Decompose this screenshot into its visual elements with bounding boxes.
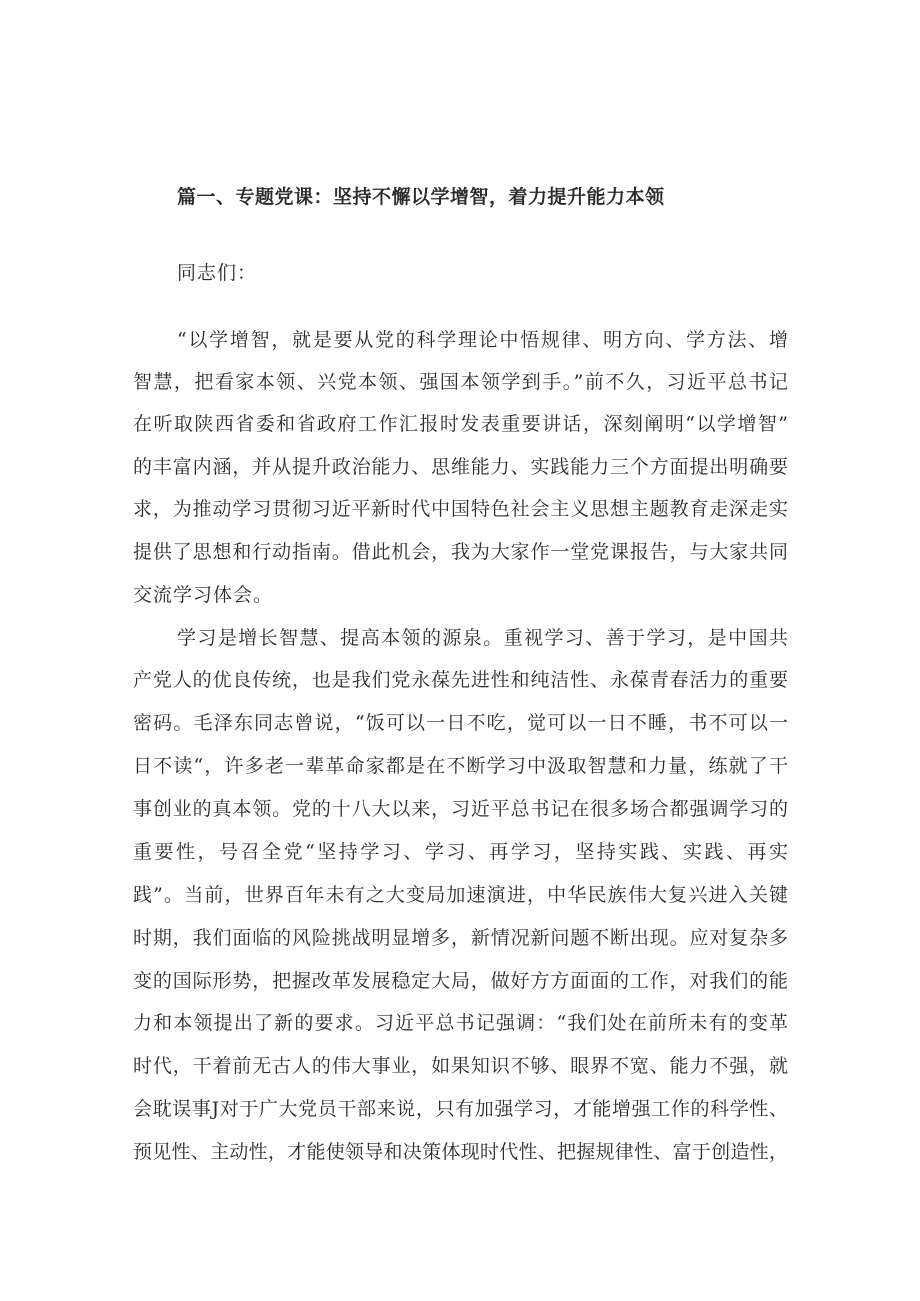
paragraph-2-line: 日不读“，许多老一辈革命家都是在不断学习中汲取智慧和力量，练就了干 xyxy=(133,755,788,777)
salutation: 同志们： xyxy=(177,262,258,284)
paragraph-1-line: 的丰富内涵，并从提升政治能力、思维能力、实践能力三个方面提出明确要 xyxy=(133,456,788,478)
paragraph-1-line: 智慧，把看家本领、兴党本领、强国本领学到手。”前不久，习近平总书记 xyxy=(133,371,788,393)
paragraph-2-line: 力和本领提出了新的要求。习近平总书记强调：“我们处在前所未有的变革 xyxy=(133,1012,788,1034)
paragraph-1-line: 交流学习体会。 xyxy=(133,584,274,606)
paragraph-2-line: 践”。当前，世界百年未有之大变局加速演进，中华民族伟大复兴进入关键 xyxy=(133,884,788,906)
paragraph-2-line: 预见性、主动性，才能使领导和决策体现时代性、把握规律性、富于创造性， xyxy=(133,1141,788,1163)
paragraph-2-line: 变的国际形势，把握改革发展稳定大局，做好方方面面的工作，对我们的能 xyxy=(133,970,788,992)
paragraph-1-line: 在听取陕西省委和省政府工作汇报时发表重要讲话，深刻阐明“以学增智” xyxy=(133,413,788,435)
paragraph-2-line: 产党人的优良传统，也是我们党永葆先进性和纯洁性、永葆青春活力的重要 xyxy=(133,669,788,691)
paragraph-1-line: 求，为推动学习贯彻习近平新时代中国特色社会主义思想主题教育走深走实 xyxy=(133,498,788,520)
paragraph-1-line: “以学增智，就是要从党的科学理论中悟规律、明方向、学方法、增 xyxy=(177,329,788,351)
paragraph-2-line: 重要性，号召全党“坚持学习、学习、再学习，坚持实践、实践、再实 xyxy=(133,841,788,863)
paragraph-2-line: 会耽误事J对于广大党员干部来说，只有加强学习，才能增强工作的科学性、 xyxy=(133,1098,788,1120)
paragraph-2-line: 学习是增长智慧、提高本领的源泉。重视学习、善于学习，是中国共 xyxy=(177,627,788,649)
paragraph-2-line: 时代，干着前无古人的伟大事业，如果知识不够、眼界不宽、能力不强，就 xyxy=(133,1055,788,1077)
paragraph-2-line: 事创业的真本领。党的十八大以来，习近平总书记在很多场合都强调学习的 xyxy=(133,798,788,820)
document-title: 篇一、专题党课：坚持不懈以学增智，着力提升能力本领 xyxy=(177,186,665,208)
paragraph-2-line: 密码。毛泽东同志曾说，“饭可以一日不吃，觉可以一日不睡，书不可以一 xyxy=(133,712,788,734)
paragraph-2-line: 时期，我们面临的风险挑战明显增多，新情况新问题不断出现。应对复杂多 xyxy=(133,927,788,949)
paragraph-1-line: 提供了思想和行动指南。借此机会，我为大家作一堂党课报告，与大家共同 xyxy=(133,541,788,563)
